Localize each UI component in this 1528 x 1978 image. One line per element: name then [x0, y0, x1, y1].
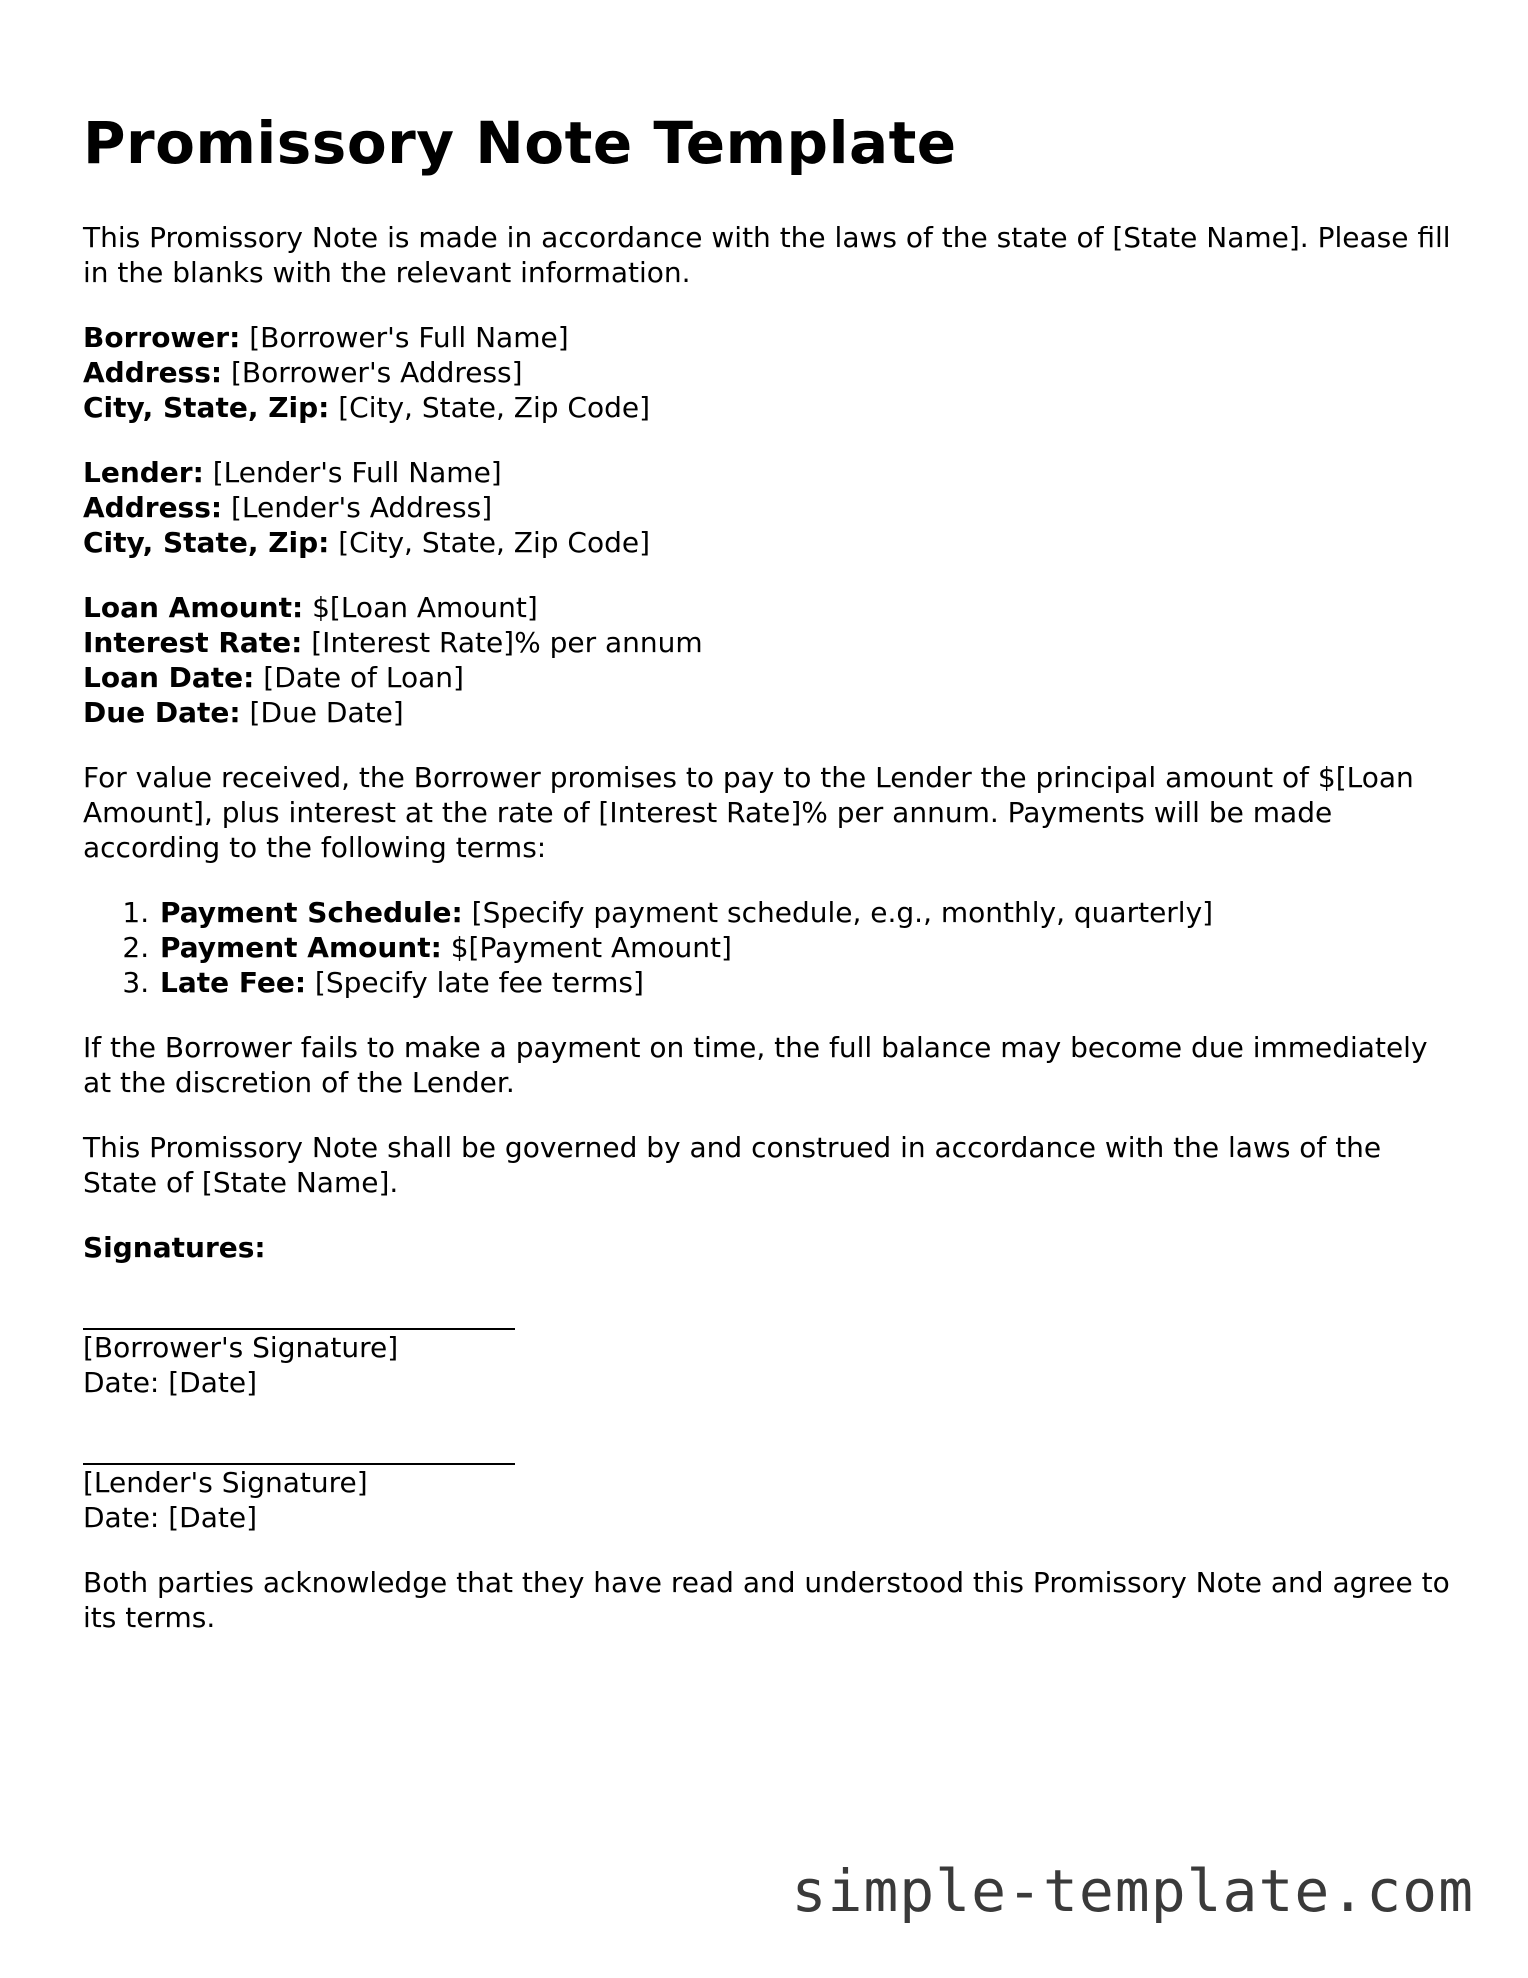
interest-rate-row [83, 625, 1453, 660]
borrower-name-value: [Borrower's Full Name] [240, 321, 569, 354]
borrower-city-value: [City, State, Zip Code] [329, 391, 651, 424]
acknowledgement-paragraph: Both parties acknowledge that they have read and understood this Promissory Note and agree to its terms. [83, 1566, 1450, 1634]
borrower-city-row [83, 390, 1453, 425]
borrower-address-value: [Borrower's Address] [222, 356, 523, 389]
default-clause: If the Borrower fails to make a payment on time, the full balance may become due immediately at the discretion of the Lender. [83, 1031, 1428, 1099]
lender-address-row [83, 490, 1453, 525]
lender-city-value: [City, State, Zip Code] [329, 526, 651, 559]
interest-rate-value: [Interest Rate]% per annum [302, 626, 703, 659]
lender-address-label: Address: [83, 491, 223, 524]
term-value: [Specify late fee terms] [306, 966, 644, 999]
due-date-value: [Due Date] [240, 696, 404, 729]
lender-name-value: [Lender's Full Name] [203, 456, 502, 489]
term-label: Payment Amount: [160, 931, 442, 964]
borrower-signature-line[interactable] [83, 1295, 515, 1330]
governing-law-paragraph: This Promissory Note shall be governed by and construed in accordance with the laws of the State of [State Name]. [83, 1131, 1382, 1199]
due-date-row [83, 695, 1453, 730]
term-value: $[Payment Amount] [441, 931, 732, 964]
loan-date-value: [Date of Loan] [254, 661, 464, 694]
lender-section [83, 455, 1453, 560]
loan-amount-label: Loan Amount: [83, 591, 304, 624]
loan-section [83, 590, 1453, 730]
borrower-signature-caption: [Borrower's Signature] [83, 1331, 399, 1364]
list-item [158, 930, 1453, 965]
lender-signature-block [83, 1430, 1453, 1535]
signatures-heading-text: Signatures: [83, 1231, 266, 1264]
intro-paragraph: This Promissory Note is made in accordance with the laws of the state of [State Name]. Please fill in the blanks with the relevant information. [83, 221, 1451, 289]
promise-paragraph: For value received, the Borrower promises to pay to the Lender the principal amount of $[Loan Amount], plus interest at the rate of [Interest Rate]% per annum. Payments will be made according to the following terms: [83, 761, 1414, 864]
borrower-name-label: Borrower: [83, 321, 241, 354]
page-title: Promissory Note Template [83, 109, 957, 177]
watermark-text: simple-template.com [791, 1857, 1474, 1925]
list-item [158, 895, 1453, 930]
lender-city-row [83, 525, 1453, 560]
list-item [158, 965, 1453, 1000]
borrower-signature-date: Date: [Date] [83, 1366, 258, 1399]
loan-date-label: Loan Date: [83, 661, 255, 694]
lender-city-label: City, State, Zip: [83, 526, 330, 559]
loan-date-row [83, 660, 1453, 695]
loan-amount-row [83, 590, 1453, 625]
borrower-signature-block [83, 1295, 1453, 1400]
document-page [83, 104, 1453, 1635]
borrower-address-label: Address: [83, 356, 223, 389]
signatures-heading [83, 1230, 1453, 1265]
lender-name-row [83, 455, 1453, 490]
loan-amount-value: $[Loan Amount] [303, 591, 538, 624]
lender-address-value: [Lender's Address] [222, 491, 493, 524]
lender-signature-date: Date: [Date] [83, 1501, 258, 1534]
borrower-city-label: City, State, Zip: [83, 391, 330, 424]
term-value: [Specify payment schedule, e.g., monthly, quarterly] [462, 896, 1214, 929]
term-label: Payment Schedule: [160, 896, 463, 929]
borrower-name-row [83, 320, 1453, 355]
term-label: Late Fee: [160, 966, 307, 999]
borrower-address-row [83, 355, 1453, 390]
lender-signature-caption: [Lender's Signature] [83, 1466, 368, 1499]
due-date-label: Due Date: [83, 696, 241, 729]
terms-list [83, 895, 1453, 1000]
lender-name-label: Lender: [83, 456, 204, 489]
borrower-section [83, 320, 1453, 425]
lender-signature-line[interactable] [83, 1430, 515, 1465]
interest-rate-label: Interest Rate: [83, 626, 303, 659]
